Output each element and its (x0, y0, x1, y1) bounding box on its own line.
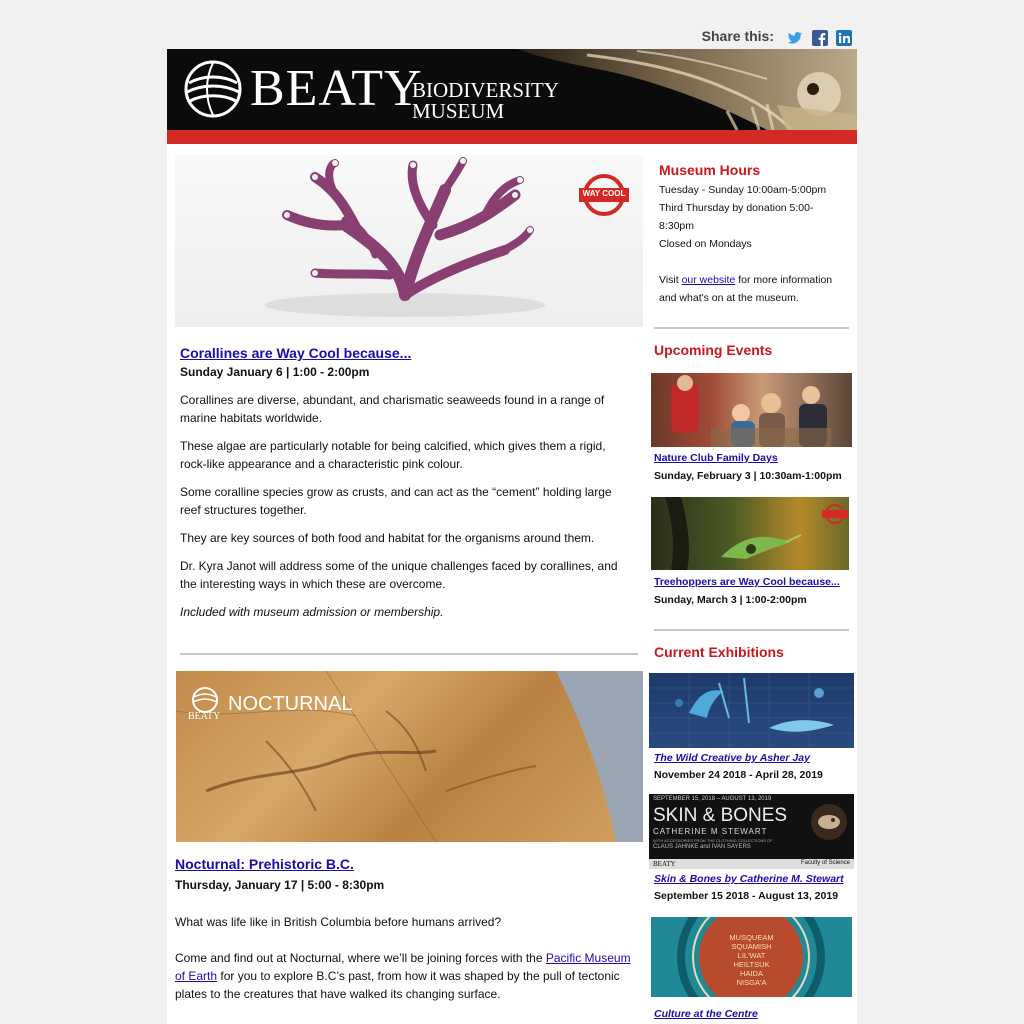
exhibition-link[interactable]: Culture at the Centre (654, 1008, 758, 1020)
event2-title-link[interactable]: Nocturnal: Prehistoric B.C. (175, 856, 354, 872)
share-bar (167, 28, 857, 48)
event1-paragraph: Corallines are diverse, abundant, and charismatic seaweeds found in a range of marine habitats worldwide. (180, 393, 605, 425)
poster-artist: CATHERINE M STEWART (653, 827, 768, 836)
hours-line: Third Thursday by donation 5:00-8:30pm (659, 202, 814, 232)
nation-name: HAIDA (740, 969, 763, 978)
museum-hours-text (659, 181, 839, 307)
nation-name: NISGA'A (736, 978, 767, 987)
header-banner (167, 49, 857, 144)
main-divider (180, 653, 638, 655)
upcoming-events-heading: Upcoming Events (654, 342, 773, 358)
way-cool-badge-icon (822, 503, 848, 525)
share-label: Share this: (701, 28, 774, 44)
event2-paragraph (175, 949, 641, 1003)
upcoming-event-link[interactable]: Nature Club Family Days (654, 452, 778, 464)
nocturnal-image[interactable] (176, 671, 643, 842)
twitter-icon[interactable] (787, 30, 803, 46)
logo-wordmark: BEATY (250, 60, 423, 117)
event2-date: Thursday, January 17 | 5:00 - 8:30pm (175, 878, 385, 892)
nature-club-image[interactable] (651, 373, 852, 447)
wild-creative-image[interactable] (649, 673, 854, 748)
event1-paragraph: Some coralline species grow as crusts, and can act as the “cement” holding large reef structures together. (180, 485, 612, 517)
poster-dates: SEPTEMBER 15, 2018 – AUGUST 13, 2019 (653, 796, 772, 802)
nations-list (651, 933, 852, 987)
newsletter (167, 0, 857, 1024)
skin-bones-image[interactable] (649, 794, 854, 869)
nocturnal-image-title: NOCTURNAL (228, 693, 353, 715)
way-cool-badge-text: WAY COOL (582, 189, 626, 198)
poster-title: SKIN & BONES (653, 805, 788, 826)
event1-paragraph: They are key sources of both food and habitat for the organisms around them. (180, 531, 595, 545)
poster-faculty: Faculty of Science (800, 860, 850, 866)
event2-text-before: Come and find out at Nocturnal, where we’ll be joining forces with the (175, 951, 546, 965)
upcoming-event-link[interactable]: Treehoppers are Way Cool because... (654, 576, 840, 588)
hours-line: Closed on Mondays (659, 238, 752, 250)
coralline-illustration (175, 155, 643, 327)
event1-body (180, 391, 635, 621)
treehopper-image[interactable] (651, 497, 849, 570)
content-area (167, 144, 857, 1024)
nation-name: SQUAMISH (731, 942, 772, 951)
pacific-museum-link[interactable]: Pacific Museum of Earth (175, 951, 631, 983)
exhibition-date: November 24 2018 - April 28, 2019 (654, 769, 823, 781)
coralline-image[interactable] (175, 155, 643, 327)
poster-logo: BEATY (653, 860, 676, 868)
event1-admission-note: Included with museum admission or membership. (180, 605, 444, 619)
nocturnal-image-brand: BEATY (188, 711, 221, 722)
wild-creative-illustration (649, 673, 854, 748)
culture-centre-image[interactable] (651, 917, 852, 997)
skull-icon (809, 802, 849, 842)
nation-name: HEILTSUK (733, 960, 770, 969)
exhibition-link[interactable]: The Wild Creative by Asher Jay (654, 752, 810, 764)
poster-credit: CLAUS JAHNKE and IVAN SAYERS (653, 844, 751, 850)
museum-hours-heading: Museum Hours (659, 162, 761, 178)
treehopper-illustration (651, 497, 849, 570)
nation-name: LIL'WAT (737, 951, 766, 960)
event1-paragraph: Dr. Kyra Janot will address some of the unique challenges faced by corallines, and the interesting ways in which these are overcome. (180, 559, 618, 591)
sidebar-divider (654, 629, 849, 631)
museum-logo-icon (183, 59, 243, 119)
poster-footer (649, 859, 854, 869)
linkedin-icon[interactable] (836, 30, 852, 46)
nation-name: MUSQUEAM (729, 933, 774, 942)
event2-text-after: for you to explore B.C’s past, from how it was shaped by the pull of tectonic plates to the creatures that have walked its changing surface. (175, 969, 620, 1001)
current-exhibitions-heading: Current Exhibitions (654, 644, 784, 660)
hours-line: Tuesday - Sunday 10:00am-5:00pm (659, 184, 827, 196)
event1-date: Sunday January 6 | 1:00 - 2:00pm (180, 365, 370, 379)
event2-paragraph: What was life like in British Columbia before humans arrived? (175, 915, 502, 929)
visit-text: Visit our website for more information and what's on at the museum. (659, 274, 833, 304)
family-photo-illustration (651, 373, 852, 447)
exhibition-link[interactable]: Skin & Bones by Catherine M. Stewart (654, 873, 844, 885)
upcoming-event-date: Sunday, February 3 | 10:30am-1:00pm (654, 470, 842, 482)
upcoming-event-date: Sunday, March 3 | 1:00-2:00pm (654, 594, 807, 606)
our-website-link[interactable]: our website (681, 274, 736, 286)
facebook-icon[interactable] (812, 30, 828, 46)
logo-subtitle-1: BIODIVERSITY (412, 78, 559, 102)
logo-subtitle-2: MUSEUM (412, 99, 505, 123)
exhibition-date: September 15 2018 - August 13, 2019 (654, 890, 839, 902)
banner-red-stripe (167, 130, 857, 144)
event1-paragraph: These algae are particularly notable for being calcified, which gives them a rigid, rock-like appearance and a characteristic pink colour. (180, 439, 606, 471)
event1-title-link[interactable]: Corallines are Way Cool because... (180, 345, 412, 361)
sidebar-divider (654, 327, 849, 329)
poster-credit: WITH ACCESSORIES FROM THE CLOTHING COLLECTIONS OF (653, 838, 773, 843)
